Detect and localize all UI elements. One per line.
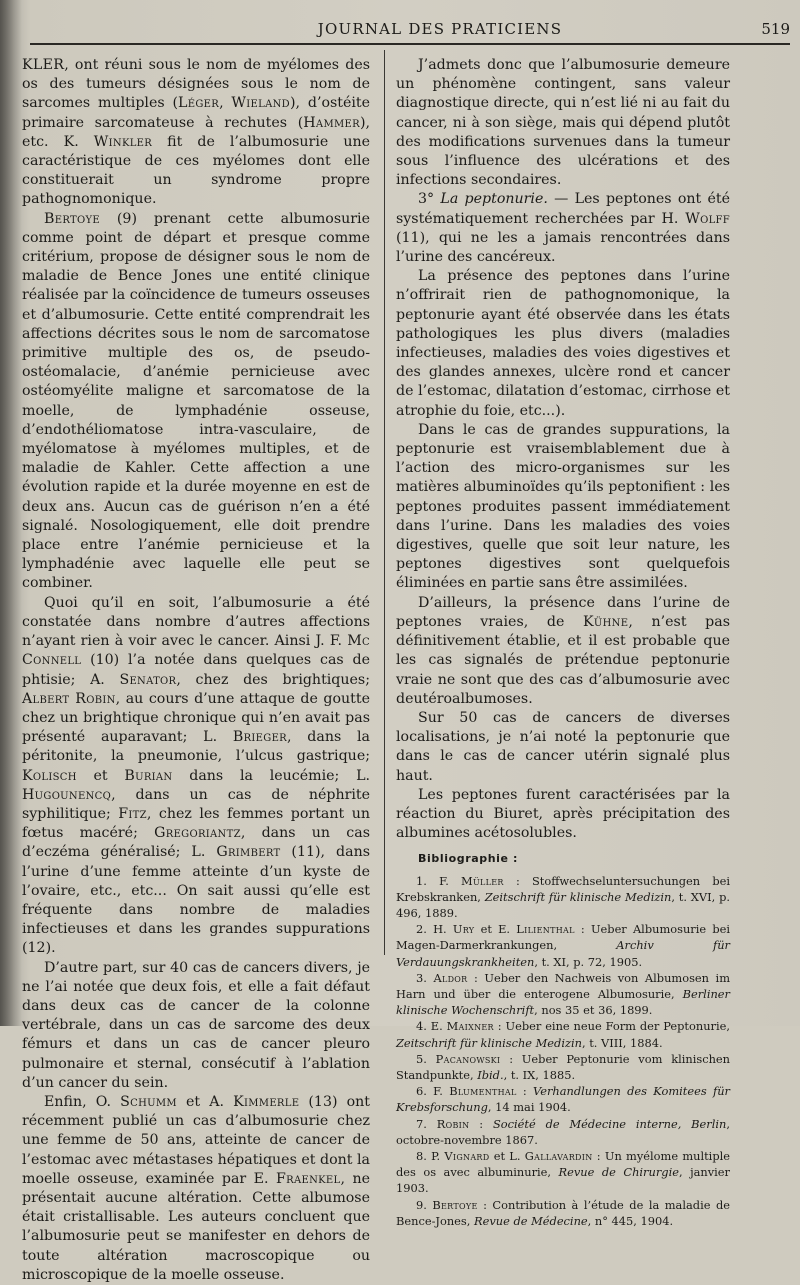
bibliography-entry: 5. Pacanowski : Ueber Peptonurie vom klinischen Standpunkte, Ibid., t. IX, 1885. [396,1051,730,1082]
paragraph: Les peptones furent caractérisées par la réaction du Biuret, après précipitation des albumines acétosolubles. [396,786,730,842]
right-column [396,56,730,1229]
bibliography-entry: 1. F. Müller : Stoffwechseluntersuchungen bei Krebskranken, Zeitschrift für klinische Medizin, t. XVI, p. 496, 1889. [396,873,731,920]
bibliography-heading: Bibliographie : [418,852,519,866]
section-paragraph: 3° La peptonurie. — Les peptones ont été systématiquement recherchées par H. Wolff (11), qui ne les a jamais rencontrées dans l’urine des cancéreux. [396,191,731,266]
paragraph: La présence des peptones dans l’urine n’offrirait rien de pathognomonique, la peptonurie ayant été observée dans les états pathologiques les plus divers (maladies infectieuses, maladies des voies digestives et des glandes annexes, ulcère rond et cancer de l’estomac, dilatation d’estomac, cirrhose et atrophie du foie, etc...). [396,268,730,419]
paragraph: Bertoye (9) prenant cette albumosurie comme point de départ et presque comme critérium, propose de désigner sous le nom de maladie de Bence Jones une entité clinique réalisée par la coïncidence de tumeurs osseuses et d’albumosurie. Cette entité comprendrait les affections décrites sous le nom de sarcomatose primitive multiple des os, de pseudo-ostéomalacie, d’anémie pernicieuse avec ostéomyélite maligne et sarcomatose de la moelle, de lymphadénie osseuse, d’endothéliomatose intra-vasculaire, de myélomatose à myélomes multiples, et de maladie de Kahler. Cette affection a une évolution rapide et la durée moyenne en est de deux ans. Aucun cas de guérison n’en a été signalé. Nosologiquement, elle doit prendre place entre l’anémie pernicieuse et la lymphadénie avec laquelle elle peut se combiner. [22,210,370,592]
binding-shadow [0,0,22,1026]
paragraph: Sur 50 cas de cancers de diverses localisations, je n’ai noté la peptonurie que dans le cas de cancer utérin signalé plus haut. [396,709,730,784]
bibliography-entry: 2. H. Ury et E. Lilienthal : Ueber Albumosurie bei Magen-Darmerkrankungen, Archiv für Verdauungskrankheiten, t. XI, p. 72, 1905. [396,922,730,969]
bibliography-entry: 4. E. Maixner : Ueber eine neue Form der Peptonurie, Zeitschrift für klinische Medizin, t. VIII, 1884. [396,1019,730,1050]
bibliography-entry: 6. F. Blumenthal : Verhandlungen des Komitees für Krebsforschung, 14 mai 1904. [396,1084,731,1115]
page-header [30,16,790,46]
paragraph: D’ailleurs, la présence dans l’urine de peptones vraies, de Kühne, n’est pas définitivement établie, et il est probable que les cas signalés de prétendue peptonurie vraie ne sont que des cas d’albumosurie avec deutéroalbumoses. [396,594,730,707]
header-rule [30,43,790,45]
section-title: La peptonurie. [440,191,548,208]
page-number: 519 [761,20,790,38]
left-column [22,56,370,1285]
paragraph: Quoi qu’il en soit, l’albumosurie a été constatée dans nombre d’autres affections n’ayant rien à voir avec le cancer. Ainsi J. F. Mc Connell (10) l’a notée dans quelques cas de phtisie; A. Senator, chez des brightiques; Albert Robin, au cours d’une attaque de goutte chez un brightique chronique qui n’en avait pas présenté auparavant; L. Brieger, dans la péritonite, la pneumonie, l’ulcus gastrique; Kolisch et Burian dans la leucémie; L. Hugounencq, dans un cas de néphrite syphilitique; Fitz, chez les femmes portant un fœtus macéré; Gregoriantz, dans un cas d’eczéma généralisé; L. Grimbert (11), dans l’urine d’une femme atteinte d’un kyste de l’ovaire, etc., etc... On sait aussi qu’elle est fréquente dans nombre de maladies infectieuses et dans les grandes suppurations (12). [22,594,370,957]
column-divider [384,50,385,955]
bibliography-list [396,873,730,1229]
bibliography-entry: 8. P. Vignard et L. Gallavardin : Un myélome multiple des os avec albuminurie, Revue de Chirurgie, janvier 1903. [396,1148,730,1196]
paragraph: J’admets donc que l’albumosurie demeure un phénomène contingent, sans valeur diagnostique directe, qui n’est lié ni au fait du cancer, ni à son siège, mais qui dépend plutôt des modifications survenues dans la tumeur sous l’influence des ulcérations et des infections secondaires. [396,57,730,189]
paragraph: D’autre part, sur 40 cas de cancers divers, je ne l’ai notée que deux fois, et elle a fait défaut dans deux cas de cancer de la colonne vertébrale, dans un cas de sarcome des deux fémurs et dans un cas de cancer pleuro pulmonaire et sternal, consécutif à l’ablation d’un cancer du sein. [22,959,370,1091]
bibliography-entry: 3. Aldor : Ueber den Nachweis von Albumosen im Harn und über die enterogene Albumosurie, Berliner klinische Wochenschrift, nos 35 et 36, 1899. [396,970,730,1018]
paragraph: Dans le cas de grandes suppurations, la peptonurie est vraisemblablement due à l’action des micro-organismes sur les matières albuminoïdes qu’ils peptonifient : les peptones produites passent immédiatement dans l’urine. Dans les maladies des voies digestives, quelle que soit leur nature, les peptones digestives sont quelquefois éliminées en partie sans être assimilées. [396,421,730,592]
bibliography-entry: 9. Bertoye : Contribution à l’étude de la maladie de Bence-Jones, Revue de Médecine, n° 445, 1904. [396,1197,730,1228]
paragraph: KLER, ont réuni sous le nom de myélomes des os des tumeurs désignées sous le nom de sarcomes multiples (Léger, Wieland), d’ostéite primaire sarcomateuse à rechutes (Hammer), etc. K. Winkler fit de l’albumosurie une caractéristique de ces myélomes dont elle constituerait un syndrome propre pathognomonique. [22,57,371,208]
paragraph: Enfin, O. Schumm et A. Kimmerle (13) ont récemment publié un cas d’albumosurie chez une femme de 50 ans, atteinte de cancer de l’estomac avec métastases hépatiques et dont la moelle osseuse, examinée par E. Fraenkel, ne présentait aucune altération. Cette albumose était cristallisable. Les auteurs concluent que l’albumosurie peut se manifester en dehors de toute altération macroscopique ou microscopique de la moelle osseuse. [22,1093,370,1283]
bibliography-entry: 7. Robin : Société de Médecine interne, Berlin, octobre-novembre 1867. [396,1116,730,1147]
running-title: JOURNAL DES PRATICIENS [317,20,563,38]
